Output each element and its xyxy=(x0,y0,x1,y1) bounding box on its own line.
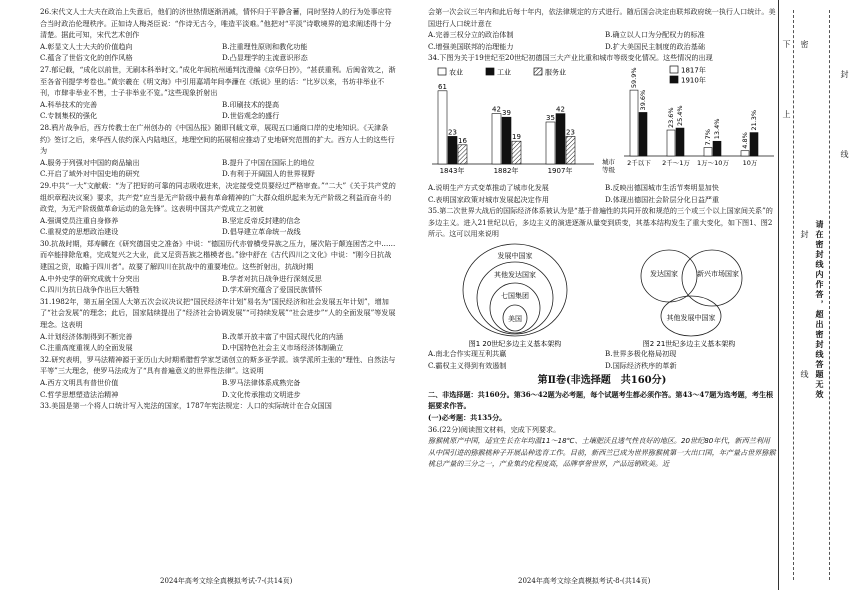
chart1-value-0-1: 23 xyxy=(448,128,457,137)
chart2-value-2-1: 13.4% xyxy=(713,118,721,140)
section-2-title: 第Ⅱ卷(非选择题 共160分) xyxy=(537,375,667,387)
left-question-31-option-d: D.中国特色社会主义市场经济体制确立 xyxy=(222,343,344,353)
left-question-29-option-d: D.倡导建立革命统一战线 xyxy=(222,227,301,237)
chart1-legend-label-1: 工业 xyxy=(497,68,511,77)
chart1-value-1-0: 42 xyxy=(492,105,501,114)
q35-options xyxy=(428,348,776,371)
left-question-26-option-c: C.蕴含了世俗文化的创作风格 xyxy=(40,53,133,63)
chart1-value-2-0: 35 xyxy=(546,113,555,122)
left-question-32-option-b: B.罗马法律体系成熟完备 xyxy=(222,378,301,387)
left-question-28-option-b: B.提升了中国在国际上的地位 xyxy=(222,157,315,167)
chart2-bar-1-1 xyxy=(676,128,684,156)
chart2-value-1-1: 25.4% xyxy=(676,105,684,127)
chart1-legend-label-0: 农业 xyxy=(449,68,463,77)
left-question-26-option-b: B.注重理性原则和教化功能 xyxy=(222,41,308,51)
q33-option-c: C.增强美国联邦的治理能力 xyxy=(428,41,514,51)
left-question-26-stem: 26.宋代文人士大夫在政治上失意后，他们的济世热情逐渐消减，情怀归于平静含蓄，同时坚持人的行为处事应符合当时政治伦理秩序。正如诗人梅尧臣说：“作诗无古今，唯造平淡难。”他把对“平淡”诗歌境界的追求阐述得十分清楚。据此可知，宋代艺术创作 xyxy=(40,7,392,40)
q36-passage: 猕猴桃原产中国，适宜生长在年均温11～18℃、土壤肥沃且透气性良好的地区。20世纪80年代，新西兰利用从中国引进的猕猴桃种子开展品种选育工作。目前，新西兰已成为世界猕猴桃第一大出口国，年产量占世界猕猴桃总产量的三分之一，产业集约化程度高，品牌享誉世界，产品远销欧美。近 xyxy=(428,436,776,469)
q33-option-a: A.完善三权分立的政治体制 xyxy=(428,30,514,40)
left-question-30-option-c: C.四川为抗日战争作出巨大牺牲 xyxy=(40,285,140,295)
left-question-27-option-c: C.专制集权的强化 xyxy=(40,111,98,121)
chart2-axis-note-1: 等级 xyxy=(602,165,615,174)
left-question-30-option-d: D.学术研究蕴含了爱国民族情怀 xyxy=(222,285,322,295)
chart1-legend-label-2: 服务业 xyxy=(545,68,566,77)
left-question-29-stem: 29.中共“一大”文献载：“为了把好的可靠的同志吸收进来，决定接受党员要经过严格审查。”“二大”《关于共产党的组织章程决议案》要求，共产党“应当是无产阶级中最有革命精神的广大群众组织起来为无产阶级之利益而奋斗的政党，为无产阶级做革命运动的急先锋”。这表明中国共产党成立之初就 xyxy=(40,180,396,214)
fig2-label-emerging: 新兴市场国家 xyxy=(697,269,739,278)
left-question-30-options xyxy=(40,273,398,296)
q34-stem: 34.下图为关于19世纪至20世纪初德国三大产业比重和城市等级变化情况。这些情况的出现 xyxy=(428,53,713,63)
chart1-value-1-1: 39 xyxy=(502,109,511,118)
left-question-28-option-d: D.有利于开阔国人的世界视野 xyxy=(222,169,315,179)
left-question-33-stem: 33.美国是第一个将人口统计写入宪法的国家，1787年宪法规定：人口的实际统计在合众国国 xyxy=(40,401,332,411)
q34-option-d: D.体现出德国社会阶层分化日益严重 xyxy=(605,194,720,204)
left-question-26-option-d: D.凸显理学的主流意识形态 xyxy=(222,53,308,63)
left-question-32-option-c: C.哲学思想塑造法治精神 xyxy=(40,389,119,399)
q34-option-c: C.表明国家政策对城市发展起决定作用 xyxy=(428,194,549,204)
multilateral-figure-2 xyxy=(614,240,764,348)
chart2-value-3-1: 21.3% xyxy=(750,109,758,131)
chart1-bar-2-1 xyxy=(556,114,565,164)
chart1-value-0-0: 61 xyxy=(438,82,447,91)
chart2-category-1: 2千～1万 xyxy=(662,158,690,167)
q34-figures xyxy=(428,64,776,182)
q34-options xyxy=(428,182,776,205)
left-question-29-options xyxy=(40,215,398,238)
fig2-label-developed: 发达国家 xyxy=(650,269,678,278)
chart2-bar-3-1 xyxy=(750,133,758,156)
binding-text-2: 密 封 线 xyxy=(800,40,809,380)
chart2-value-0-1: 39.6% xyxy=(639,89,647,111)
left-question-29-option-c: C.重视党的思想政治建设 xyxy=(40,227,119,237)
chart2-category-3: 10万 xyxy=(742,158,758,167)
chart1-value-2-1: 42 xyxy=(556,105,565,114)
chart2-legend-label-1: 1910年 xyxy=(681,76,706,85)
chart1-legend-swatch-1 xyxy=(486,68,494,75)
chart1-legend-swatch-2 xyxy=(534,68,542,75)
fig1-label-developing: 发展中国家 xyxy=(497,251,533,260)
chart1-category-0: 1843年 xyxy=(439,166,465,175)
q35-figures xyxy=(428,240,776,348)
fig1-caption: 图1 20世纪多边主义基本架构 xyxy=(468,339,562,348)
city-level-chart xyxy=(600,64,776,182)
q35-option-c: C.霸权主义得到有效遏制 xyxy=(428,360,507,370)
left-question-27-option-a: A.科举技术的完善 xyxy=(40,99,98,109)
q33-option-b: B.确立以人口为分配权力的标准 xyxy=(605,30,705,40)
left-question-32-options xyxy=(40,377,398,400)
chart2-value-2-0: 7.7% xyxy=(704,128,712,146)
chart1-value-0-2: 16 xyxy=(458,136,467,145)
chart1-value-1-2: 19 xyxy=(512,133,521,142)
q33-continuation: 会第一次会议三年内和此后每十年内，依法律规定的方式进行。随后国会决定由联邦政府统一执行人口统计。美国进行人口统计意在 xyxy=(428,7,776,28)
fig1-label-usa: 美国 xyxy=(508,314,522,323)
left-question-28-option-a: A.服务于列强对中国的商品输出 xyxy=(40,157,140,167)
left-question-27-options xyxy=(40,99,398,122)
chart1-bar-2-2 xyxy=(566,136,575,164)
multilateral-figure-1 xyxy=(440,240,590,348)
left-question-26-option-a: A.彰显文人士大夫的价值趋向 xyxy=(40,41,133,51)
left-question-31-stem: 31.1982年，第五届全国人大第五次会议决议把“国民经济年计划”易名为“国民经济和社会发展五年计划”，增加了“社会发展”的理念；此后，国家陆续提出了“经济社会协调发展”“可持续发展”“社会进步”“人的全面发展”等发展理念。这表明 xyxy=(40,296,396,330)
left-question-32-stem: 32.研究表明，罗马法精神源于亚历山大时期希腊哲学家芝诺创立的斯多亚学派。该学派所主张的“理性、自然法与平等”三大理念，使罗马法成为了“具有普遍意义的世界性法律”。这说明 xyxy=(40,354,396,376)
left-question-32-option-a: A.西方文明具有普世价值 xyxy=(40,378,119,387)
left-question-28-stem: 28.鸦片战争后，西方传教士在广州创办的《中国丛报》随即刊载文章，展现五口通商口岸的史地知识。《天津条约》签订之后，来华西人依约深入内陆地区，地理空间的拓展相应推动了史地研究范围的扩大。西方人士的这些行为 xyxy=(40,122,395,156)
left-question-30-option-a: A.中外史学的研究成就十分突出 xyxy=(40,273,140,283)
left-question-28-options xyxy=(40,157,398,180)
left-question-27-stem: 27.郁记载，“成化以前世，无刷本科举时文。”成化年间杭州通判沈澄编《京华日抄》，“甚获重利。后闽省效之，渐至各省刊提学考卷也。”黄宗羲在《明文海》中引用嘉靖年间李濂在《纸说》里的话：“比岁以来，书坊非举业不刊，市肆非举业不售，士子非举业不览。”这些现象折射出 xyxy=(40,64,396,98)
left-page: 26.宋代文人士大夫在政治上失意后，他们的济世热情逐渐消减，情怀归于平静含蓄，同时坚持人的行为处事应符合当时政治伦理秩序。正如诗人梅尧臣说：“作诗无古今，唯造平淡难。”他把对“平淡”诗歌境界的追求阐述得十分清楚。据此可知，宋代艺术创作 A.彰显文人士大夫的价值趋向 B.注重理性原则和教化功能 C.蕴含了世俗文化的创作风格 D.凸显理学的主流意识形态 27.郁记载，“成化以前世，无刷本科举时文。”成化年间杭州通判沈澄编《京华日抄》，“甚获重利。后闽省效之，渐至各省刊提学考卷也。”黄宗羲在《明文海》中引用嘉靖年间李濂在《纸说》里的话：“比岁以来，书坊非举业不刊，市肆非举业不售，士子非举业不览。”这些现象折射出 A.科举技术的完善 B.印刷技术的提高 C.专制集权的强化 D.世俗观念的盛行 28.鸦片战争后，西方传教士在广州创办的《中国丛报》随即刊载文章，展现五口通商口岸的史地知识。《天津条约》签订之后，来华西人依约深入内陆地区，地理空间的拓展相应推动了史地研究范围的扩大。西方人士的这些行为 A.服务于列强对中国的商品输出 B.提升了中国在国际上的地位 C.开启了域外对中国史地的研究 D.有利于开阔国人的世界视野 29.中共“一大”文献载：“为了把好的可靠的同志吸收进来，决定接受党员要经过严格审查。”“二大”《关于共产党的组织章程决议案》要求，共产党“应当是无产阶级中最有革命精神的广大群众组织起来为无产阶级之利益而奋斗的政党，为无产阶级做革命运动的急先锋”。这表明中国共产党成立之初就 A.强调党员注重自身修养 B.坚定反帝反封建的信念 C.重视党的思想政治建设 D.倡导建立革命统一战线 30.抗战时期，郑寿麟在《研究德国史之准备》中说：“德国历代亦曾横受异族之压力，屡次陷于颠连困苦之中……而卒能排除危难，完成复兴之大业，此又足资吾族之楷模者也。”徐中舒在《古代四川之文化》中说：“刚今日抗战建国之资，取瞻于四川者”。故要了解四川在抗战中的重要地位。这些折射出，抗战时期 A.中外史学的研究成就十分突出 B.学者对抗日战争进行深刻反思 C.四川为抗日战争作出巨大牺牲 D.学术研究蕴含了爱国民族情怀 31.1982年，第五届全国人大第五次会议决议把“国民经济年计划”易名为“国民经济和社会发展五年计划”，增加了“社会发展”的理念；此后，国家陆续提出了“经济社会协调发展”“可持续发展”“社会进步”“人的全面发展”等发展理念。这表明 A.计划经济体制得到不断完善 B.改革开放丰富了中国式现代化的内涵 C.注重高度重视人的全面发展 D.中国特色社会主义市场经济体制确立 32.研究表明，罗马法精神源于亚历山大时期希腊哲学家芝诺创立的斯多亚学派。该学派所主张的“理性、自然法与平等”三大理念，使罗马法成为了“具有普遍意义的世界性法律”。这说明 A.西方文明具有普世价值 B.罗马法律体系成熟完备 C.哲学思想塑造法治精神 D.文化传承推动文明进步 33.美国是第一个将人口统计写入宪法的国家，1787年宪法规定：人口的实际统计在合众国国 2024年高考文综全真模拟考试-7-(共14页) xyxy=(40,6,398,412)
section-2-note: 二、非选择题：共160分。第36～42题为必考题，每个试题考生都必须作答。第43～47题为选考题，考生根据要求作答。 xyxy=(428,389,774,411)
q34-option-b: B.反映出德国城市生活节奏明显加快 xyxy=(605,182,719,192)
chart2-category-0: 2千以下 xyxy=(627,158,651,167)
chart1-bar-1-0 xyxy=(492,114,501,164)
left-question-27-option-d: D.世俗观念的盛行 xyxy=(222,111,280,121)
chart1-value-2-2: 23 xyxy=(566,128,575,137)
q35-option-b: B.世界多极化格局初现 xyxy=(605,348,677,358)
chart2-legend-swatch-1 xyxy=(670,76,678,83)
chart1-bar-0-2 xyxy=(458,145,467,164)
left-question-30-stem: 30.抗战时期，郑寿麟在《研究德国史之准备》中说：“德国历代亦曾横受异族之压力，屡次陷于颠连困苦之中……而卒能排除危难，完成复兴之大业，此又足资吾族之楷模者也。”徐中舒在《古代四川之文化》中说：“刚今日抗战建国之资，取瞻于四川者”。故要了解四川在抗战中的重要地位。这些折射出，抗战时期 xyxy=(40,238,396,272)
chart1-category-2: 1907年 xyxy=(547,166,573,175)
left-question-32-option-d: D.文化传承推动文明进步 xyxy=(222,389,301,399)
fig1-label-g7: 七国集团 xyxy=(501,291,529,300)
left-question-28-option-c: C.开启了域外对中国史地的研究 xyxy=(40,169,140,179)
q35-option-a: A.南北合作实现互利共赢 xyxy=(428,348,507,358)
chart2-axis-note-0: 城市 xyxy=(602,157,615,166)
left-question-30-option-b: B.学者对抗日战争进行深刻反思 xyxy=(222,273,322,283)
chart2-bar-0-1 xyxy=(639,112,647,156)
chart2-value-0-0: 59.9% xyxy=(630,67,638,89)
right-page: 会第一次会议三年内和此后每十年内，依法律规定的方式进行。随后国会决定由联邦政府统一执行人口统计。美国进行人口统计意在 A.完善三权分立的政治体制 B.确立以人口为分配权力的标准 C.增强美国联邦的治理能力 D.扩大美国民主制度的政治基础 34.下图为关于19世纪至20世纪初德国三大产业比重和城市等级变化情况。这些情况的出现 农业 工业 服务业 61 23 16 1843年 42 39 19 1882年 35 42 23 1907年 1817年 1910年 城市 等级 59.9% 39.6% 2千以下 23.6% 25.4% 2千～1万 7.7% 13.4% 1万～10万 4.8% 21.3% 10万 A.说明生产方式变革推动了城市化发展 B.反映出德国城市生活节奏明显加快 C.表明国家政策对城市发展起决定作用 D.体现出德国社会阶层分化日益严重 35.第二次世界大战后的国际经济体系被认为是“基于普遍性的共同开放和规范的三个或三个以上国家间关系”的多边主义。进入21世纪以后，多边主义的演进逐渐从量变到质变，其基本结构发生了重大变化，如下图1、图2所示。这可以用来说明 发展中国家 其他发达国家 七国集团 美国 图1 20世纪多边主义基本架构 发达国家 新兴市场国家 其他发展中国家 图2 21世纪多边主义基本架构 A.南北合作实现互利共赢 B.世界多极化格局初现 C.霸权主义得到有效遏制 D.国际经济秩序的革新 第Ⅱ卷(非选择题 共160分) 二、非选择题：共160分。第36～42题为必考题，每个试题考生都必须作答。第43～47题为选考题，考生根据要求作答。 (一)必考题：共135分。 36.(22分)阅读图文材料，完成下列要求。 猕猴桃原产中国，适宜生长在年均温11～18℃、土壤肥沃且透气性良好的地区。20世纪80年代，新西兰利用从中国引进的猕猴桃种子开展品种选育工作。目前，新西兰已成为世界猕猴桃第一大出口国，年产量占世界猕猴桃总产量的三分之一，产业集约化程度高，品牌享誉世界，产品远销欧美。近 2024年高考文综全真模拟考试-8-(共14页) xyxy=(428,7,776,585)
left-question-31-option-a: A.计划经济体制得到不断完善 xyxy=(40,331,133,341)
chart2-legend-label-0: 1817年 xyxy=(681,66,706,75)
chart1-category-1: 1882年 xyxy=(493,166,519,175)
fig2-label-other-developing: 其他发展中国家 xyxy=(666,313,716,322)
chart1-legend-swatch-0 xyxy=(438,68,446,75)
q36-stem: 36.(22分)阅读图文材料，完成下列要求。 xyxy=(428,424,561,434)
left-question-31-option-c: C.注重高度重视人的全面发展 xyxy=(40,343,133,353)
binding-dashed-line-2 xyxy=(829,10,830,580)
chart2-legend-swatch-0 xyxy=(670,66,678,73)
left-question-27-option-b: B.印刷技术的提高 xyxy=(222,99,280,109)
q33-options xyxy=(428,29,776,52)
left-question-31-options xyxy=(40,331,398,354)
binding-warning: 请在密封线内作答，超出密封线答题无效 xyxy=(815,220,825,400)
fig1-label-other-developed: 其他发达国家 xyxy=(494,270,536,279)
left-question-29-option-a: A.强调党员注重自身修养 xyxy=(40,215,119,225)
chart2-bar-3-0 xyxy=(741,151,749,156)
chart1-bar-1-1 xyxy=(502,117,511,164)
chart2-bar-2-0 xyxy=(704,147,712,155)
chart1-bar-0-1 xyxy=(448,136,457,164)
chart2-bar-1-0 xyxy=(667,130,675,156)
chart2-value-3-0: 4.8% xyxy=(741,132,749,149)
chart2-bar-0-0 xyxy=(630,90,638,156)
required-questions-note: (一)必考题：共135分。 xyxy=(428,412,507,422)
industry-share-chart xyxy=(428,64,598,182)
left-question-31-option-b: B.改革开放丰富了中国式现代化的内涵 xyxy=(222,331,343,341)
q34-option-a: A.说明生产方式变革推动了城市化发展 xyxy=(428,182,549,192)
chart1-bar-1-2 xyxy=(512,141,521,164)
q35-option-d: D.国际经济秩序的革新 xyxy=(605,360,677,370)
binding-text-1: 下 上 xyxy=(782,40,791,120)
chart2-value-1-0: 23.6% xyxy=(667,107,675,129)
chart1-bar-0-0 xyxy=(438,91,447,164)
binding-dashed-line-1 xyxy=(793,10,794,580)
left-question-26-options xyxy=(40,41,398,64)
binding-text-4: 封 线 xyxy=(840,40,849,160)
binding-strip xyxy=(778,0,860,590)
chart2-bar-2-1 xyxy=(713,141,721,156)
fig2-caption: 图2 21世纪多边主义基本架构 xyxy=(642,339,736,348)
q35-stem: 35.第二次世界大战后的国际经济体系被认为是“基于普遍性的共同开放和规范的三个或三个以上国家间关系”的多边主义。进入21世纪以后，多边主义的演进逐渐从量变到质变，其基本结构发生了重大变化，如下图1、图2所示。这可以用来说明 xyxy=(428,206,773,239)
chart2-category-2: 1万～10万 xyxy=(697,158,729,167)
chart1-bar-2-0 xyxy=(546,122,555,164)
q33-option-d: D.扩大美国民主制度的政治基础 xyxy=(605,41,705,51)
left-question-29-option-b: B.坚定反帝反封建的信念 xyxy=(222,215,301,225)
